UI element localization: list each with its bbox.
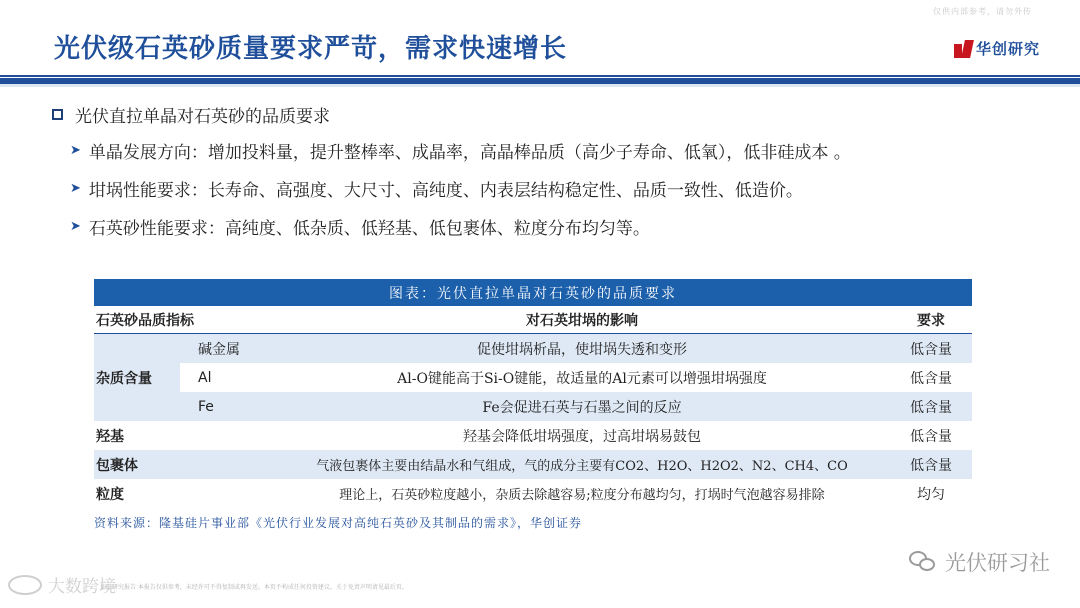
row-requirement: 低含量 <box>910 341 952 358</box>
row-name: 包裹体 <box>96 457 138 474</box>
table-row <box>94 421 972 450</box>
watermark-logo-icon <box>8 575 42 595</box>
row-effect: Al-O键能高于Si-O键能，故适量的Al元素可以增强坩埚强度 <box>397 370 767 387</box>
bullet-text: 单晶发展方向：增加投料量，提升整棒率、成晶率，高晶棒品质（高少子寿命、低氧），低非硅成本 。 <box>88 143 851 163</box>
impurity-group <box>94 334 274 421</box>
row-effect: 促使坩埚析晶，使坩埚失透和变形 <box>477 341 687 358</box>
table-row <box>94 479 972 508</box>
watermark-right <box>909 547 1050 577</box>
section-heading-text: 光伏直拉单晶对石英砂的品质要求 <box>75 107 330 127</box>
brand-name: 华创研究 <box>975 40 1040 58</box>
brand-logo <box>954 38 1040 59</box>
source-note: 资料来源：隆基硅片事业部《光伏行业发展对高纯石英砂及其制品的需求》，华创证券 <box>94 516 583 530</box>
header-divider-shadow <box>0 84 1080 87</box>
confidential-note: 仅供内部参考，请勿外传 <box>933 7 1032 16</box>
table-caption: 图表：光伏直拉单晶对石英砂的品质要求 <box>94 279 972 306</box>
row-effect: 理论上，石英砂粒度越小，杂质去除越容易;粒度分布越均匀，打埚时气泡越容易排除 <box>339 488 825 503</box>
row-requirement: 低含量 <box>910 399 952 416</box>
row-effect: Fe会促进石英与石墨之间的反应 <box>482 399 682 416</box>
wechat-icon <box>909 551 937 573</box>
header-effect: 对石英坩埚的影响 <box>526 312 638 329</box>
table-header-row <box>94 306 972 334</box>
bullet-text: 石英砂性能要求：高纯度、低杂质、低羟基、低包裹体、粒度分布均匀等。 <box>88 219 650 239</box>
header-divider <box>0 75 1080 77</box>
impurity-group-label: 杂质含量 <box>94 334 180 421</box>
table-row <box>94 450 972 479</box>
square-bullet-icon <box>52 109 63 120</box>
row-requirement: 均匀 <box>917 486 945 503</box>
bullet-item <box>70 214 650 239</box>
row-effect: 气液包裹体主要由结晶水和气组成，气的成分主要有CO2、H2O、H2O2、N2、CH4、CO <box>316 459 848 474</box>
arrow-bullet-icon: ➤ <box>70 219 81 234</box>
watermark-left-text: 大数跨境 <box>48 577 116 597</box>
row-effect: 羟基会降低坩埚强度，过高坩埚易鼓包 <box>463 428 701 445</box>
row-requirement: 低含量 <box>910 457 952 474</box>
arrow-bullet-icon: ➤ <box>70 143 81 158</box>
bullet-text: 坩埚性能要求：长寿命、高强度、大尺寸、高纯度、内表层结构稳定性、品质一致性、低造价。 <box>88 181 803 201</box>
row-name: Al <box>198 369 212 386</box>
bullet-item <box>70 176 803 201</box>
row-name: 粒度 <box>96 486 124 503</box>
header-indicator: 石英砂品质指标 <box>96 312 194 329</box>
page-title: 光伏级石英砂质量要求严苛，需求快速增长 <box>54 34 568 64</box>
watermark-left <box>8 572 116 597</box>
row-requirement: 低含量 <box>910 428 952 445</box>
watermark-right-text: 光伏研习社 <box>945 551 1050 575</box>
row-name: 碱金属 <box>198 341 240 358</box>
quality-requirements-table <box>94 279 972 508</box>
footer-disclaimer: 证券研究报告 本报告仅供参考，未经许可不得复制或再发送。本页不构成任何投资建议。关于免责声明请见最后页。 <box>100 584 408 591</box>
row-requirement: 低含量 <box>910 370 952 387</box>
row-name: 羟基 <box>96 428 124 445</box>
brand-mark-icon <box>954 40 972 58</box>
bullet-item <box>70 138 851 163</box>
section-heading <box>52 102 330 127</box>
arrow-bullet-icon: ➤ <box>70 181 81 196</box>
header-requirement: 要求 <box>917 312 945 329</box>
row-name: Fe <box>198 398 214 415</box>
